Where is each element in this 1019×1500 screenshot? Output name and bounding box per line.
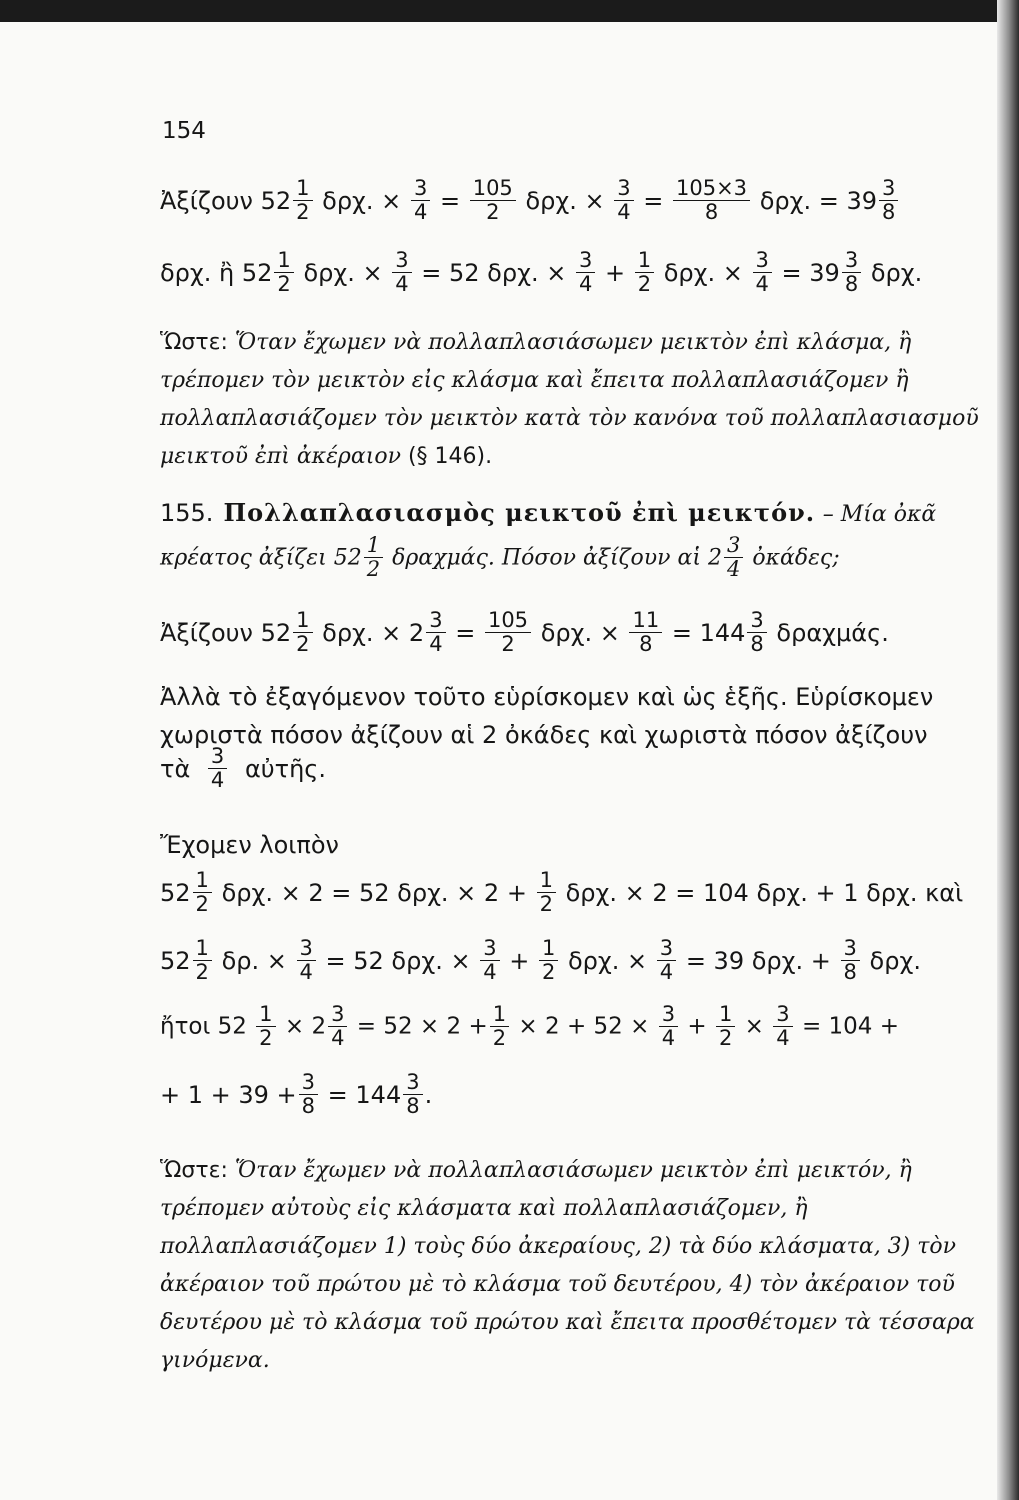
- fraction: $\frac{3}{4}$: [480, 938, 499, 984]
- fraction: $\frac{3}{4}$: [753, 250, 772, 296]
- fraction: $\frac{1}{2}$: [256, 1004, 275, 1050]
- fraction: $\frac{11}{8}$: [629, 610, 662, 656]
- fraction: $\frac{1}{2}$: [293, 610, 312, 656]
- section-heading: 155. Πολλαπλασιασμὸς μεικτοῦ ἐπὶ μεικτόν. – Μία ὀκᾶ: [160, 498, 937, 527]
- fraction: $\frac{3}{4}$: [411, 178, 430, 224]
- fraction: $\frac{3}{4}$: [328, 1004, 347, 1050]
- fraction: $\frac{3}{4}$: [208, 746, 227, 792]
- problem-statement: κρέατος ἀξίζει 52 $\frac{1}{2}$ δραχμάς. Πόσον ἀξίζουν αἱ 2 $\frac{3}{4}$ ὀκάδες;: [160, 533, 840, 582]
- fraction: $\frac{1}{2}$: [364, 535, 383, 581]
- fraction: $\frac{3}{8}$: [299, 1072, 318, 1118]
- echomen-line: Ἔχομεν λοιπὸν: [160, 831, 339, 859]
- fraction: $\frac{3}{8}$: [841, 938, 860, 984]
- equation-1: Ἀξίζουν 52 $\frac{1}{2}$ δρχ. × $\frac{3}{4}$ = $\frac{105}{2}$ δρχ. × $\frac{3}{4}$ = $\frac{105\times 3}{8}$ δρχ. = 39 $\frac{3}{8}$: [160, 178, 900, 224]
- rule-paragraph-1: Ὥστε: Ὅταν ἔχωμεν νὰ πολλαπλασιάσωμεν μεικτὸν ἐπὶ κλάσμα, ἢ τρέπομεν τὸν μεικτὸν εἰς κλάσμα καὶ ἔπειτα πολλαπλασιάζομεν ἢ πολλαπλασιάζομεν τὸν μεικτὸν κατὰ τὸν κανόνα τοῦ πολλαπλασιασμοῦ μεικτοῦ ἐπὶ ἀκέραιον (§ 146).: [160, 330, 979, 469]
- paragraph-2-tail: τὰ $\frac{3}{4}$ αὐτῆς.: [160, 744, 327, 793]
- paragraph-2: Ἀλλὰ τὸ ἐξαγόμενον τοῦτο εὑρίσκομεν καὶ ὡς ἑξῆς. Εὑρίσκομεν χωριστὰ πόσον ἀξίζουν αἱ 2 ὀκάδες καὶ χωριστὰ πόσον ἀξίζουν: [160, 683, 934, 749]
- rule-paragraph-2: Ὥστε: Ὅταν ἔχωμεν νὰ πολλαπλασιάσωμεν μεικτὸν ἐπὶ μεικτόν, ἢ τρέπομεν αὐτοὺς εἰς κλάσματα καὶ πολλαπλασιάζομεν, ἢ πολλαπλασιάζομεν 1) τοὺς δύο ἀκεραίους, 2) τὰ δύο κλάσματα, 3) τὸν ἀκέραιον τοῦ πρώτου μὲ τὸ κλάσμα τοῦ δευτέρου, 4) τὸν ἀκέραιον τοῦ δευτέρου μὲ τὸ κλάσμα τοῦ πρώτου καὶ ἔπειτα προσθέτομεν τὰ τέσσαρα γινόμενα.: [160, 1158, 975, 1373]
- fraction: $\frac{3}{8}$: [842, 250, 861, 296]
- fraction: $\frac{3}{4}$: [614, 178, 633, 224]
- fraction: $\frac{3}{8}$: [747, 610, 766, 656]
- equation-5: 52 $\frac{1}{2}$ δρ. × $\frac{3}{4}$ = 52 δρχ. × $\frac{3}{4}$ + $\frac{1}{2}$ δρχ. × $\frac{3}{4}$ = 39 δρχ. + $\frac{3}{8}$ δρχ.: [160, 936, 921, 985]
- equation-7: + 1 + 39 + $\frac{3}{8}$ = 144 $\frac{3}{8}$ .: [160, 1070, 433, 1119]
- fraction: $\frac{105\times 3}{8}$: [673, 178, 750, 224]
- fraction: $\frac{1}{2}$: [274, 250, 293, 296]
- equation-2: δρχ. ἢ 52 $\frac{1}{2}$ δρχ. × $\frac{3}{4}$ = 52 δρχ. × $\frac{3}{4}$ + $\frac{1}{2}$ δρχ. × $\frac{3}{4}$ = 39 $\frac{3}{8}$ δρχ.: [160, 248, 923, 297]
- scan-right-edge: [997, 0, 1019, 1500]
- fraction: $\frac{3}{8}$: [879, 178, 898, 224]
- fraction: $\frac{3}{4}$: [392, 250, 411, 296]
- fraction: $\frac{105}{2}$: [470, 178, 516, 224]
- fraction: $\frac{1}{2}$: [537, 870, 556, 916]
- fraction: $\frac{3}{4}$: [297, 938, 316, 984]
- fraction: $\frac{1}{2}$: [293, 178, 312, 224]
- fraction: $\frac{3}{4}$: [659, 1004, 678, 1050]
- fraction: $\frac{1}{2}$: [490, 1004, 509, 1050]
- fraction: $\frac{1}{2}$: [193, 938, 212, 984]
- fraction: $\frac{3}{4}$: [773, 1004, 792, 1050]
- fraction: $\frac{1}{2}$: [193, 870, 212, 916]
- fraction: $\frac{1}{2}$: [539, 938, 558, 984]
- fraction: $\frac{3}{4}$: [657, 938, 676, 984]
- fraction: $\frac{1}{2}$: [635, 250, 654, 296]
- fraction: $\frac{3}{4}$: [724, 535, 743, 581]
- scan-top-edge: [0, 0, 1019, 22]
- fraction: $\frac{3}{4}$: [426, 610, 445, 656]
- equation-3: Ἀξίζουν 52 $\frac{1}{2}$ δρχ. × 2 $\frac{3}{4}$ = $\frac{105}{2}$ δρχ. × $\frac{11}{8}$ = 144 $\frac{3}{8}$ δραχμάς.: [160, 608, 889, 657]
- equation-4: 52 $\frac{1}{2}$ δρχ. × 2 = 52 δρχ. × 2 + $\frac{1}{2}$ δρχ. × 2 = 104 δρχ. + 1 δρχ. καὶ: [160, 868, 964, 917]
- fraction: $\frac{1}{2}$: [716, 1004, 735, 1050]
- fraction: $\frac{3}{4}$: [576, 250, 595, 296]
- page-number: 154: [162, 118, 206, 144]
- fraction: $\frac{3}{8}$: [403, 1072, 422, 1118]
- fraction: $\frac{105}{2}$: [485, 610, 531, 656]
- equation-6: ἤτοι 52 $\frac{1}{2}$ × 2 $\frac{3}{4}$ = 52 × 2 + $\frac{1}{2}$ × 2 + 52 × $\frac{3}{4}$ + $\frac{1}{2}$ × $\frac{3}{4}$ = 104 +: [160, 1002, 900, 1051]
